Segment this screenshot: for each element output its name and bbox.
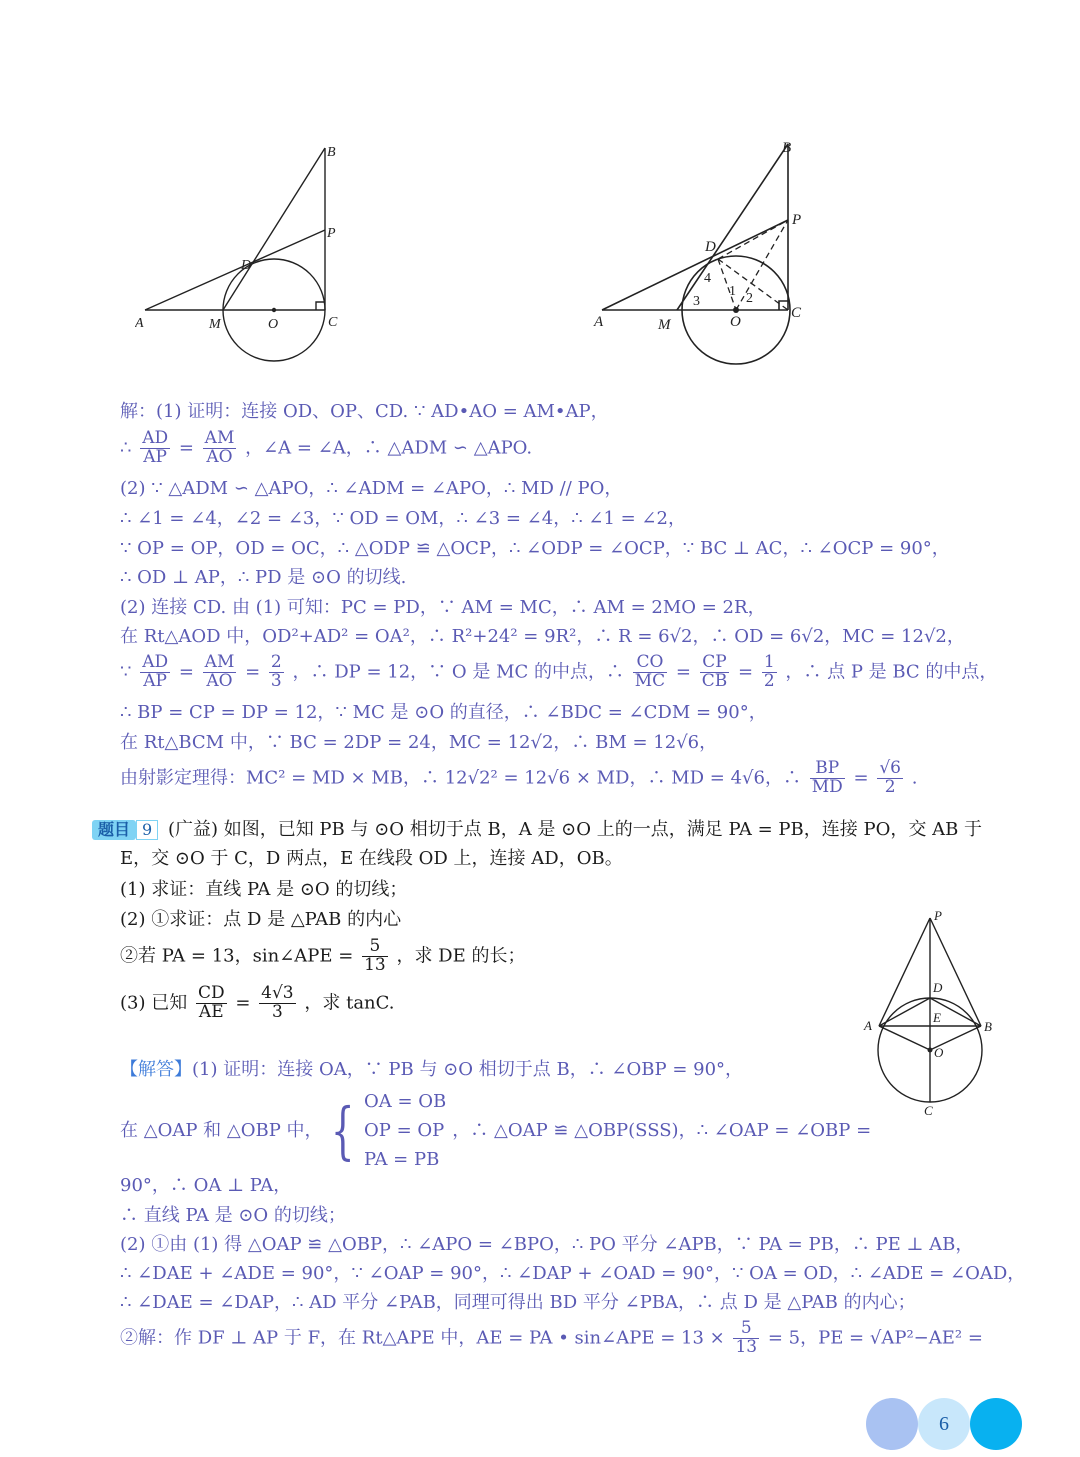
question-number: 9	[136, 820, 158, 840]
sol9-line-2: 在 △OAP 和 △OBP 中， { OA = OB OP = OP PA = PB ，∴ △OAP ≌ △OBP(SSS)，∴ ∠OAP = ∠OBP =	[120, 1088, 871, 1174]
sol8-line-4: ∴ ∠1 = ∠4，∠2 = ∠3，∵ OD = OM，∴ ∠3 = ∠4，∴ ∠1 = ∠2，	[120, 508, 686, 529]
label-b: B	[984, 1019, 992, 1034]
sol9-line-6: ∴ ∠DAE + ∠ADE = 90°，∵ ∠OAP = 90°，∴ ∠DAP + ∠OAD = 90°，∵ OA = OD，∴ ∠ADE = ∠OAD，	[120, 1263, 1026, 1284]
label-a: A	[135, 316, 144, 331]
sol8-line-3: (2) ∵ △ADM ∽ △APO，∴ ∠ADM = ∠APO，∴ MD // PO，	[120, 478, 623, 499]
fraction: $\frac{CP}{CB}$	[701, 652, 728, 691]
angle-3: 3	[693, 294, 700, 309]
q9-line-2: E，交 ⊙O 于 C，D 两点，E 在线段 OD 上，连接 AD，OB。	[120, 848, 623, 869]
question-tag: 题目	[92, 820, 136, 840]
label-e: E	[933, 1010, 941, 1025]
figure-right	[590, 130, 820, 375]
fraction: $\frac{AD}{AP}$	[142, 428, 169, 467]
figure-q9	[860, 900, 1000, 1125]
sol9-line-1: 【解答】(1) 证明：连接 OA，∵ PB 与 ⊙O 相切于点 B，∴ ∠OBP = 90°，	[120, 1059, 744, 1080]
label-m: M	[209, 317, 221, 332]
fraction: $\frac{CO}{MC}$	[634, 652, 666, 691]
page-circle-left	[866, 1398, 918, 1450]
equation-system: OA = OB OP = OP PA = PB	[364, 1091, 447, 1170]
sol8-line-11: 在 Rt△BCM 中，∵ BC = 2DP = 24，MC = 12√2，∴ BM = 12√6，	[120, 732, 718, 753]
q9-line-5: ②若 PA = 13，sin∠APE = $\frac{5}{13}$ ，求 DE 的长；	[120, 936, 526, 975]
sol8-line-6: ∴ OD ⊥ AP，∴ PD 是 ⊙O 的切线.	[120, 567, 407, 588]
line-ap	[145, 230, 325, 310]
angle-2: 2	[746, 291, 753, 306]
label-c: C	[328, 315, 338, 330]
page-number: 6	[939, 1413, 949, 1435]
fraction: $\frac{5}{13}$	[735, 1318, 758, 1357]
sol9-line-8: ②解：作 DF ⊥ AP 于 F，在 Rt△APE 中，AE = PA • sin∠APE = 13 × $\frac{5}{13}$ = 5，PE = √AP²−AE² =	[120, 1318, 983, 1357]
label-o: O	[934, 1045, 944, 1060]
fraction: $\frac{CD}{AE}$	[197, 983, 225, 1022]
fraction: $\frac{√6}{2}$	[879, 758, 901, 797]
sol8-line-12: 由射影定理得：MC² = MD × MB，∴ 12√2² = 12√6 × MD，∴ MD = 4√6，∴ $\frac{BP}{MD}$ = $\frac{√6}{2}$ .	[120, 758, 918, 797]
label-b: B	[782, 140, 792, 156]
sol9-line-3: 90°，∴ OA ⊥ PA，	[120, 1175, 292, 1196]
fraction: $\frac{AD}{AP}$	[142, 652, 169, 691]
sol8-line-7: (2) 连接 CD. 由 (1) 可知：PC = PD，∵ AM = MC，∴ AM = 2MO = 2R，	[120, 597, 766, 618]
fraction: $\frac{AM}{AO}$	[204, 652, 235, 691]
sol8-line-2: ∴ $\frac{AD}{AP}$ = $\frac{AM}{AO}$ ，∠A = ∠A，∴ △ADM ∽ △APO.	[120, 428, 533, 467]
page-circle-right	[970, 1398, 1022, 1450]
label-m: M	[658, 317, 671, 333]
page-indicator	[866, 1398, 1026, 1452]
label-a: A	[594, 314, 604, 330]
label-c: C	[791, 305, 802, 321]
label-p: P	[327, 226, 336, 241]
label-b: B	[327, 145, 336, 160]
figure-left	[135, 140, 355, 370]
sol8-line-1: 解：(1) 证明：连接 OD、OP、CD. ∵ AD•AO = AM•AP，	[120, 401, 609, 422]
label-p: P	[934, 908, 942, 923]
fraction: $\frac{4√3}{3}$	[261, 983, 294, 1022]
sol8-line-8: 在 Rt△AOD 中，OD²+AD² = OA²，∴ R²+24² = 9R²，∴ R = 6√2，∴ OD = 6√2，MC = 12√2，	[120, 626, 965, 647]
angle-4: 4	[704, 271, 711, 286]
sol9-line-4: ∴ 直线 PA 是 ⊙O 的切线；	[120, 1205, 346, 1226]
sol8-line-5: ∵ OP = OP，OD = OC，∴ △ODP ≌ △OCP，∴ ∠ODP = ∠OCP，∵ BC ⊥ AC，∴ ∠OCP = 90°，	[120, 538, 950, 559]
sol9-line-7: ∴ ∠DAE = ∠DAP，∴ AD 平分 ∠PAB，同理可得出 BD 平分 ∠PBA，∴ 点 D 是 △PAB 的内心；	[120, 1292, 916, 1313]
fraction: $\frac{BP}{MD}$	[811, 758, 843, 797]
label-o: O	[268, 317, 279, 332]
label-a: A	[864, 1018, 872, 1033]
q9-line-1: 题目 9 (广益) 如图，已知 PB 与 ⊙O 相切于点 B，A 是 ⊙O 上的一点，满足 PA = PB，连接 PO，交 AB 于	[92, 820, 982, 840]
label-d: D	[241, 258, 252, 273]
fraction: $\frac{5}{13}$	[364, 936, 386, 975]
label-c: C	[924, 1103, 933, 1118]
line-mb	[223, 148, 325, 310]
label-d: D	[705, 239, 716, 255]
angle-1: 1	[729, 284, 736, 299]
q9-line-3: (1) 求证：直线 PA 是 ⊙O 的切线；	[120, 879, 408, 900]
sol9-line-5: (2) ①由 (1) 得 △OAP ≌ △OBP，∴ ∠APO = ∠BPO，∴ PO 平分 ∠APB，∵ PA = PB，∴ PE ⊥ AB，	[120, 1234, 974, 1255]
sol8-line-9: ∵ $\frac{AD}{AP}$ = $\frac{AM}{AO}$ = $\frac{2}{3}$ ，∴ DP = 12，∵ O 是 MC 的中点，∴ $\frac{CO}{MC}$ = $\frac{CP}{CB}$ = $\frac{1}{2}$ ，∴ 点 P 是 BC 的中点，	[120, 652, 998, 691]
label-d: D	[933, 980, 943, 995]
fraction: $\frac{2}{3}$	[270, 652, 282, 691]
label-p: P	[792, 212, 802, 228]
fraction: $\frac{1}{2}$	[763, 652, 775, 691]
q9-line-6: (3) 已知 $\frac{CD}{AE}$ = $\frac{4√3}{3}$ ，求 tanC.	[120, 983, 395, 1022]
fraction: $\frac{AM}{AO}$	[204, 428, 235, 467]
q9-line-4: (2) ①求证：点 D 是 △PAB 的内心	[120, 909, 402, 930]
label-o: O	[730, 314, 741, 330]
sol8-line-10: ∴ BP = CP = DP = 12，∵ MC 是 ⊙O 的直径，∴ ∠BDC = ∠CDM = 90°，	[120, 702, 767, 723]
